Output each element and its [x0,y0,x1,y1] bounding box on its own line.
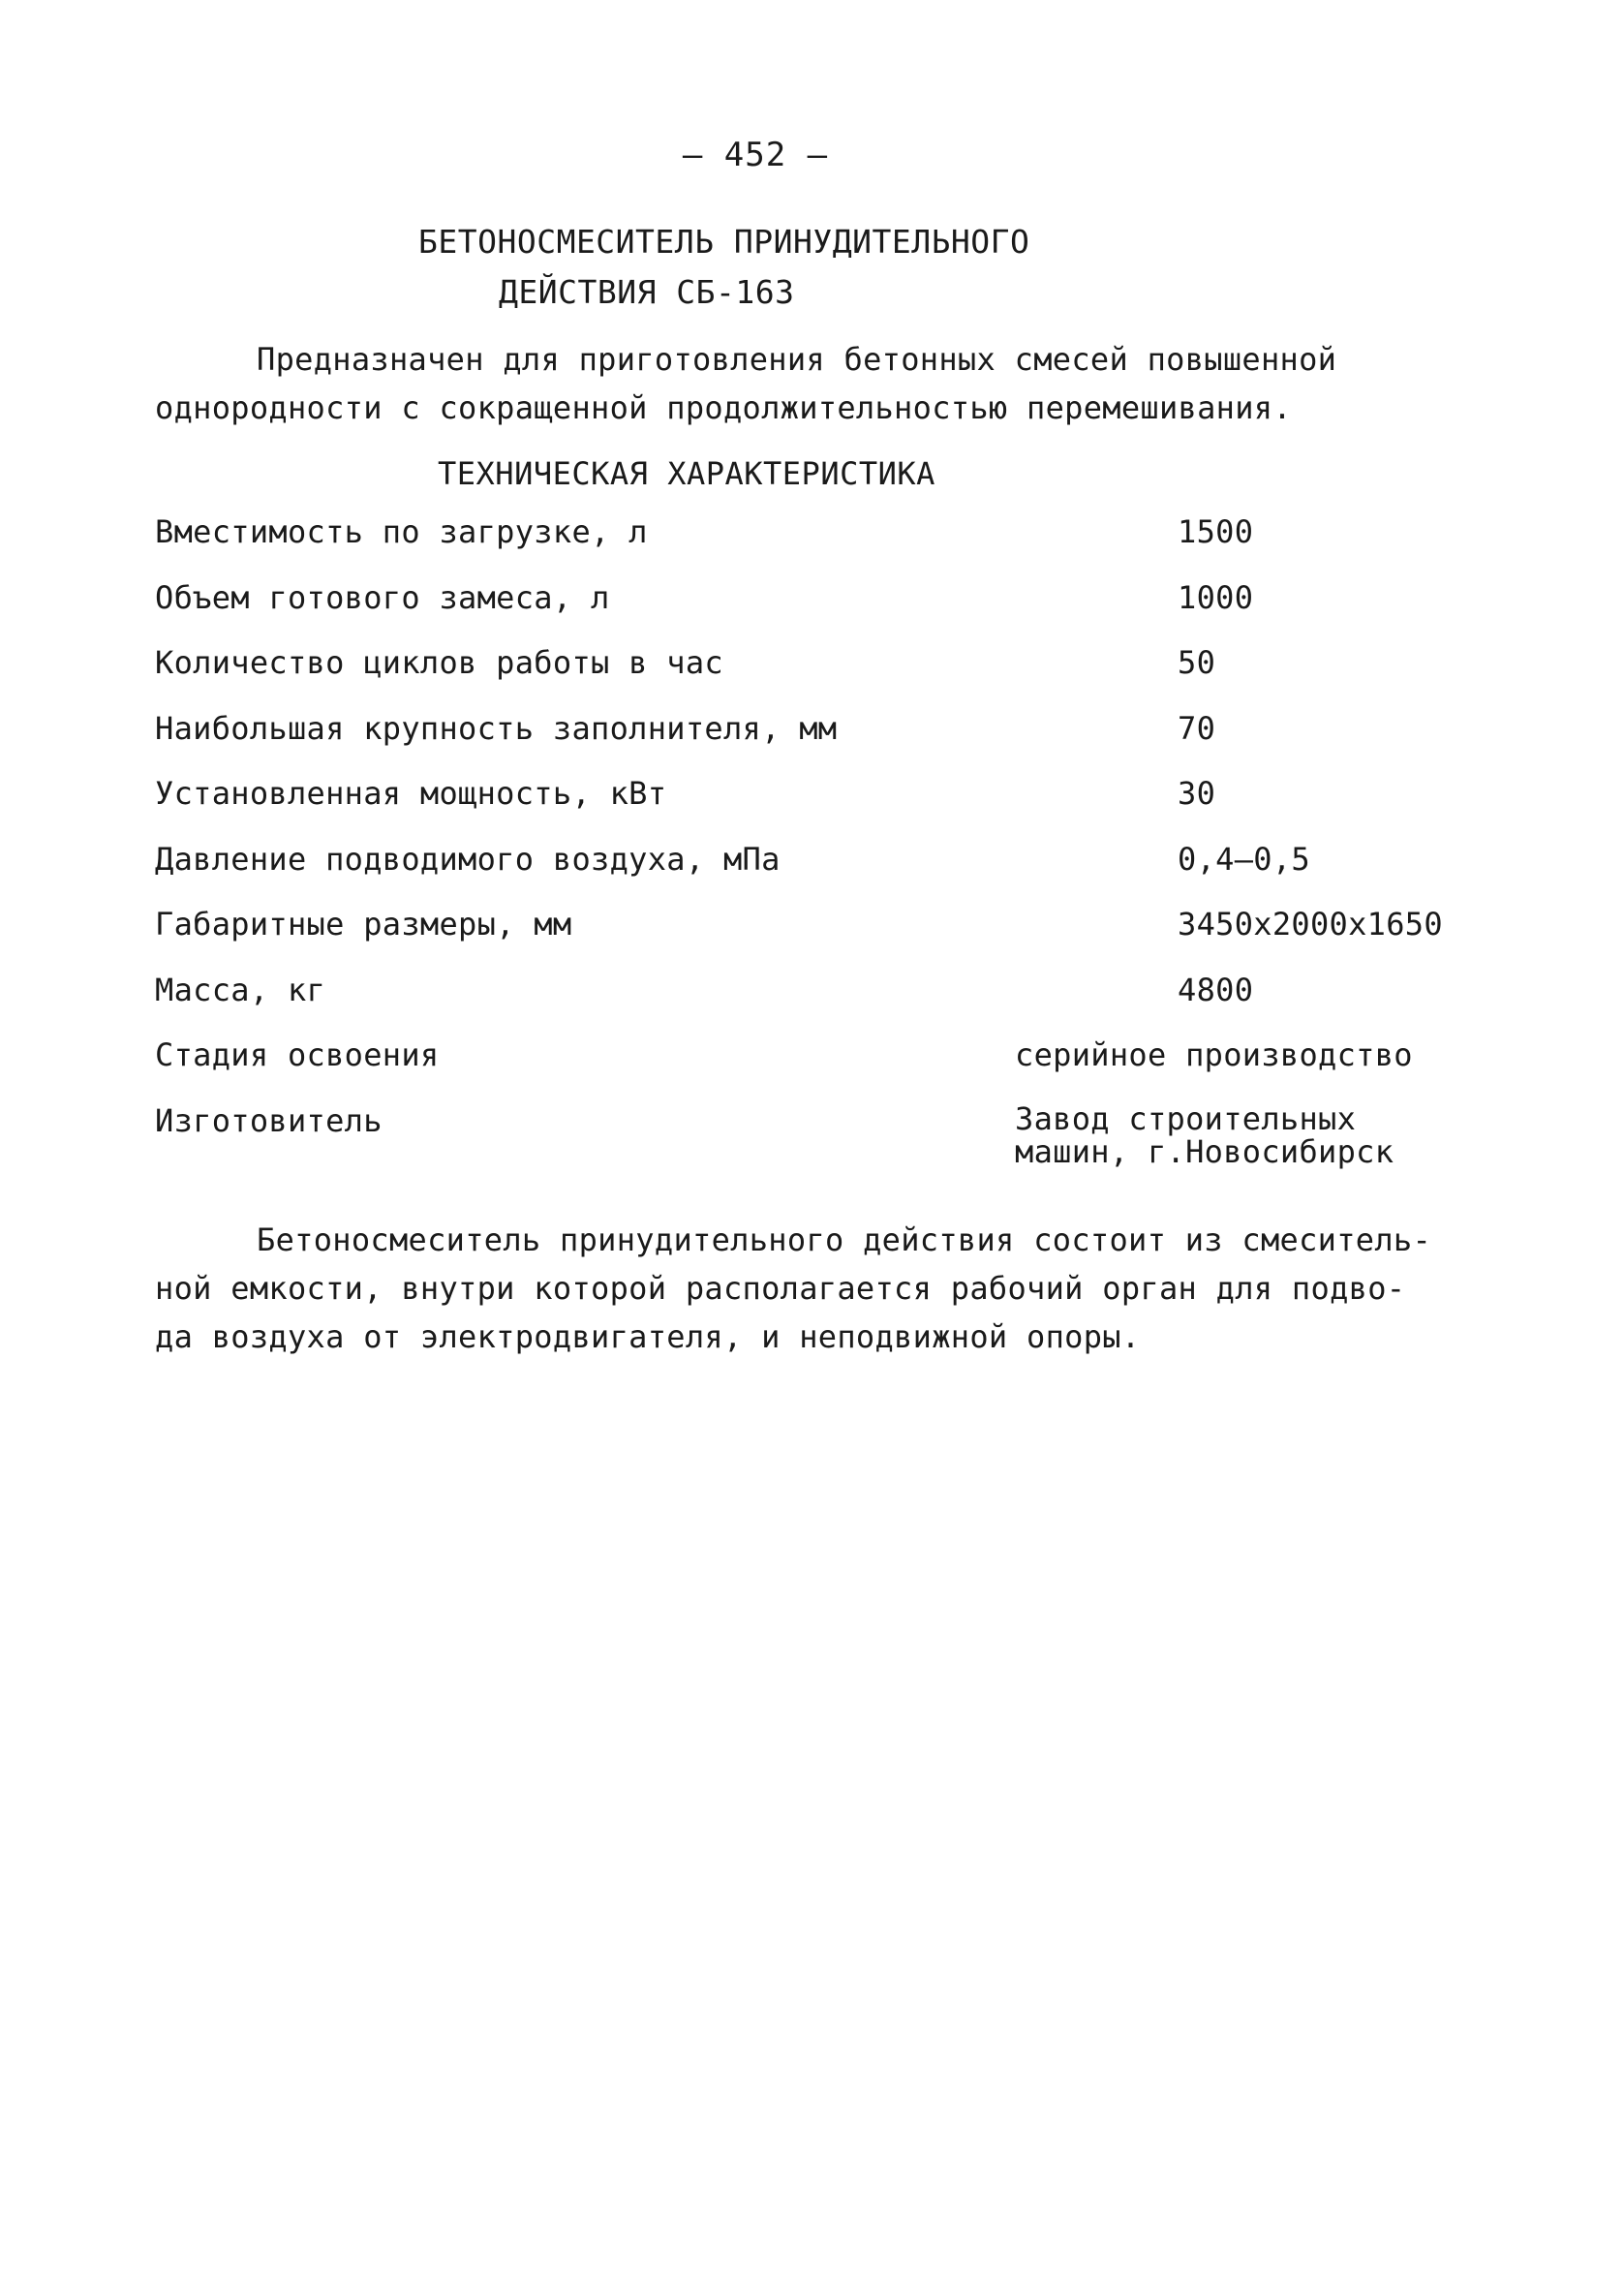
description-line-3: да воздуха от электродвигателя, и неподвижной опоры. [155,1318,1141,1355]
spec-heading: ТЕХНИЧЕСКАЯ ХАРАКТЕРИСТИКА [438,455,935,492]
spec-value: 1500 [1178,513,1254,550]
spec-value: серийное производство [1015,1036,1413,1073]
intro-line-2: однородности с сокращенной продолжительностью перемешивания. [155,389,1292,426]
page-number: – 452 – [682,136,829,174]
spec-label: Изготовитель [155,1101,383,1139]
spec-label: Наибольшая крупность заполнителя, мм [155,709,838,747]
manufacturer-line-1: Завод строительных [1015,1099,1357,1137]
spec-value: 0,4–0,5 [1178,840,1310,878]
spec-row-power [155,775,1511,841]
description-line-1: Бетоносмеситель принудительного действия состоит из смеситель- [257,1221,1432,1258]
title-line-2: ДЕЙСТВИЯ СБ-163 [499,273,795,311]
manufacturer-line-2: машин, г.Новосибирск [1015,1132,1394,1170]
spec-row-batch-volume [155,579,1511,645]
title-line-1: БЕТОНОСМЕСИТЕЛЬ ПРИНУДИТЕЛЬНОГО [418,223,1030,261]
spec-row-dimensions [155,906,1511,972]
spec-row-mass [155,972,1511,1037]
spec-row-aggregate-size [155,710,1511,776]
description-paragraph [155,1216,1511,1361]
spec-row-stage [155,1036,1511,1102]
spec-label: Габаритные размеры, мм [155,906,572,943]
spec-row-manufacturer [155,1099,1511,1170]
spec-label: Стадия освоения [155,1036,440,1073]
spec-label: Масса, кг [155,971,326,1008]
spec-label: Давление подводимого воздуха, мПа [155,840,781,878]
spec-value [1015,1099,1394,1170]
spec-value: 3450х2000х1650 [1178,906,1443,943]
intro-line-1: Предназначен для приготовления бетонных смесей повышенной [257,341,1337,378]
spec-table [155,513,1511,1170]
spec-row-cycles [155,644,1511,710]
spec-value: 50 [1178,644,1216,681]
spec-label: Установленная мощность, кВт [155,775,667,812]
intro-paragraph [155,335,1511,432]
spec-label: Объем готового замеса, л [155,578,610,616]
spec-value: 4800 [1178,971,1254,1008]
spec-row-capacity [155,513,1511,579]
spec-row-air-pressure [155,841,1511,907]
spec-value: 70 [1178,709,1216,747]
spec-label: Вместимость по загрузке, л [155,513,648,550]
description-line-2: ной емкости, внутри которой располагается рабочий орган для подво- [155,1270,1406,1307]
spec-value: 1000 [1178,578,1254,616]
spec-label: Количество циклов работы в час [155,644,723,681]
spec-value: 30 [1178,775,1216,812]
